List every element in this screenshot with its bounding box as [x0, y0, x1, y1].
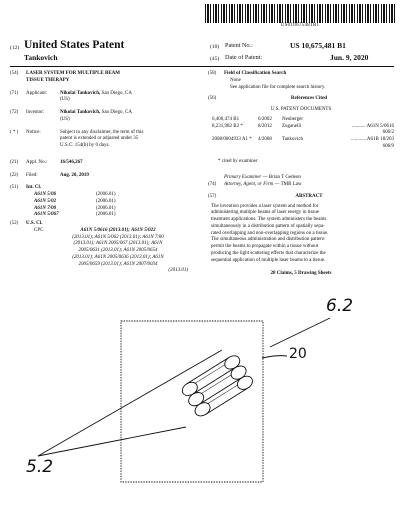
cited-by-examiner: * cited by examiner	[218, 158, 258, 164]
filed-date: Aug. 20, 2019	[60, 172, 89, 178]
code-10: (10)	[210, 44, 220, 50]
reference-row: 2008/0004933 A1 * 4/2008 Tankovich ............ A61B 18/203	[212, 137, 394, 142]
title-block: (54) LASER SYSTEM FOR MULTIPLE BEAM TISSUE THERAPY	[10, 71, 120, 83]
int-cl-block: (51) Int. Cl. A61N 5/06 (2006.01) A61N 5/02 (2006.01) A61N 7/00 (2006.01) A61N 5/067 (2006.01)	[10, 185, 195, 219]
reference-row: 606/9	[382, 143, 394, 149]
figure-label-right: 20	[289, 346, 307, 362]
appl-no-block: (21) Appl. No.: 16/546,267	[10, 159, 83, 165]
refs-heading: (56) References Cited	[208, 96, 328, 102]
code-12: (12)	[10, 45, 20, 51]
leader-20	[262, 356, 287, 358]
beam-bundle	[180, 353, 255, 419]
applicant-name: Nikolai Tankovich,	[60, 90, 101, 96]
barcode-number: US010675481B1	[280, 23, 320, 28]
reference-row: 6,406,474 B1 6/2002 Neuberger	[212, 116, 304, 122]
beam-line-right	[270, 318, 330, 347]
int-cl-row: A61N 5/02 (2006.01)	[34, 198, 116, 204]
patent-no-label: Patent No.:	[225, 42, 253, 49]
notice-block: ( * ) Notice: Subject to any disclaimer, the term of this patent is extended or adjusted under 35 U.S.C. 154(b) by 0 days.	[10, 129, 144, 148]
title-line-2: TISSUE THERAPY	[26, 77, 70, 83]
filed-block: (22) Filed: Aug. 20, 2019	[10, 172, 89, 178]
applicant-block: (71) Applicant: Nikolai Tankovich, San Diego, CA (US)	[10, 90, 132, 103]
int-cl-row: A61N 5/067 (2006.01)	[34, 212, 116, 218]
inventor-block: (72) Inventor: Nikolai Tankovich, San Diego, CA (US)	[10, 110, 132, 122]
abstract-heading: (57) ABSTRACT	[208, 193, 323, 199]
appl-number: 16/546,267	[60, 159, 83, 165]
code-45: (45)	[210, 56, 220, 62]
patent-type: United States Patent	[24, 39, 125, 51]
abstract-text: The invention provides a laser system and method for administering multiple beams of laser energy in tissue treatment applications. The system administers the beams simultaneously in a distribution pattern of spatially sepa- rated overlapping and non-overlapping regions on a tissue. The simultaneous administration and distribution pattern permit the beams to propagate within a tissue without producing the light scattering effects that characterize the sequential application of multiple laser beams to a tissue.	[211, 203, 329, 263]
title-line-1: LASER SYSTEM FOR MULTIPLE BEAM	[26, 71, 120, 76]
date-of-patent-label: Date of Patent:	[225, 54, 263, 61]
date-of-patent: Jun. 9, 2020	[330, 53, 369, 62]
claims-drawings: 28 Claims, 5 Drawing Sheets	[270, 271, 332, 277]
primary-examiner: Primary Examiner — Brian T Gedeon	[224, 175, 301, 181]
figure-label-bottom: 5.2	[26, 457, 54, 477]
int-cl-row: A61N 5/06 (2006.01)	[34, 192, 116, 197]
figure-label-top: 6.2	[326, 296, 354, 316]
patent-number: US 10,675,481 B1	[290, 41, 346, 50]
tissue-region	[121, 321, 263, 482]
us-cl-block: (52) U.S. Cl.	[10, 221, 43, 226]
us-patent-docs-label: U.S. PATENT DOCUMENTS	[270, 107, 332, 112]
inventor-name: Nikolai Tankovich,	[60, 110, 101, 115]
attorney-block: (74) Attorney, Agent, or Firm — TMB Law	[208, 182, 302, 187]
beam-line-bottom	[38, 427, 186, 456]
reference-row: 8,231,982 B2 * 8/2012 Zuganelli ........... A61N 5/0616	[212, 123, 394, 129]
inventor-surname: Tankovich	[24, 53, 58, 62]
reference-row: 606/2	[382, 130, 394, 136]
beam-line-top	[38, 350, 222, 456]
field-search-block: (58) Field of Classification Search None See application file for complete search history.	[208, 71, 326, 90]
cpc-block: CPC A61N 5/0616 (2013.01); A61N 5/022 (2013.01); A61N 5/062 (2013.01); A61N 7/00 (2013.01); A61N 2005/067 (2013.01); A61N 2005/0631 (2013.01); A61N 2005/0654 (2013.01); A61N 2005/0636 (2013.01); A61N 2005/0659 (2013.01); A61N 2007/0034 (2013.01)	[34, 227, 188, 274]
int-cl-row: A61N 7/00 (2006.01)	[34, 205, 116, 211]
